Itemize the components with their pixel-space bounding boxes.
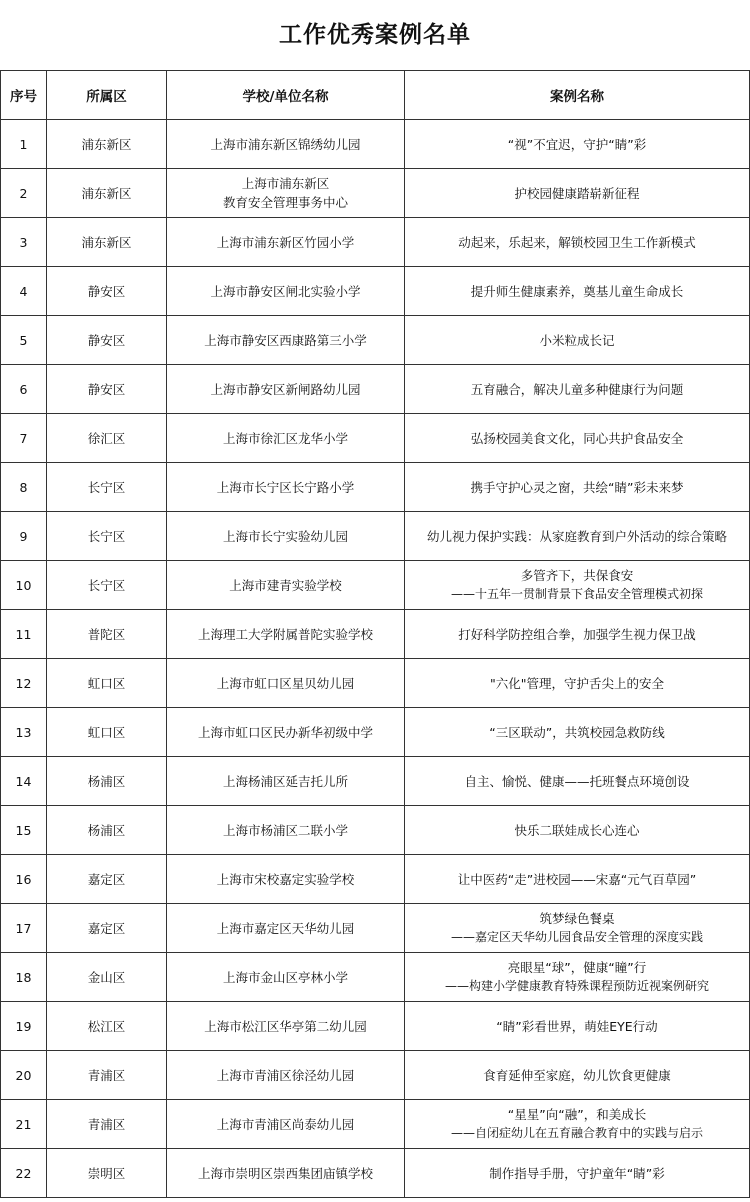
cell-school-line: 教育安全管理事务中心 (222, 195, 348, 210)
cell-case (405, 218, 750, 267)
cell-case-line: 护校园健康踏崭新征程 (514, 185, 640, 201)
cell-school-line: 上海市徐汇区龙华小学 (222, 430, 348, 446)
table-row (1, 855, 750, 904)
cell-school-line: 上海杨浦区延吉托儿所 (222, 773, 348, 789)
cell-school-line: 上海市杨浦区二联小学 (222, 822, 348, 838)
cell-case-line: 小米粒成长记 (539, 332, 615, 348)
cell-school (167, 463, 405, 512)
table-header (1, 71, 750, 120)
cell-case-line: “三区联动”，共筑校园急救防线 (489, 724, 665, 740)
cell-school (167, 365, 405, 414)
cell-case (405, 659, 750, 708)
cell-index: 6 (1, 365, 47, 414)
table-row (1, 953, 750, 1002)
table-row (1, 120, 750, 169)
cell-school (167, 757, 405, 806)
table-row (1, 708, 750, 757)
table-row (1, 316, 750, 365)
cell-case-line: 弘扬校园美食文化，同心共护食品安全 (470, 430, 684, 446)
cell-school-line: 上海市宋校嘉定实验学校 (216, 871, 355, 887)
cell-index: 8 (1, 463, 47, 512)
table-row (1, 610, 750, 659)
cell-school-line: 上海市浦东新区竹园小学 (216, 234, 355, 250)
cell-district: 杨浦区 (47, 757, 167, 806)
cell-district: 浦东新区 (47, 169, 167, 218)
cell-school (167, 1149, 405, 1198)
cell-school-line: 上海市崇明区崇西集团庙镇学校 (197, 1165, 373, 1181)
cell-case-line: "六化"管理，守护舌尖上的安全 (490, 675, 664, 691)
cell-district: 青浦区 (47, 1051, 167, 1100)
cell-school-line: 上海市金山区亭林小学 (222, 969, 348, 985)
cell-case (405, 316, 750, 365)
cell-case (405, 610, 750, 659)
cell-case (405, 463, 750, 512)
header-school: 学校/单位名称 (167, 71, 405, 120)
cell-school-line: 上海市浦东新区 (241, 176, 330, 191)
cell-school-line: 上海市嘉定区天华幼儿园 (216, 920, 355, 936)
cell-case-line: “睛”彩看世界，萌娃EYE行动 (496, 1018, 658, 1034)
cell-index: 19 (1, 1002, 47, 1051)
case-list-table (0, 70, 750, 1198)
cell-case-line: ——嘉定区天华幼儿园食品安全管理的深度实践 (450, 930, 703, 944)
cell-district: 杨浦区 (47, 806, 167, 855)
cell-case-line: ——构建小学健康教育特殊课程预防近视案例研究 (444, 979, 709, 993)
table-row (1, 561, 750, 610)
cell-district: 青浦区 (47, 1100, 167, 1149)
cell-index: 3 (1, 218, 47, 267)
cell-case-line: 携手守护心灵之窗，共绘“睛”彩未来梦 (470, 479, 684, 495)
cell-district: 静安区 (47, 267, 167, 316)
cell-school (167, 316, 405, 365)
cell-district: 嘉定区 (47, 904, 167, 953)
cell-school (167, 1002, 405, 1051)
cell-case-line: ——十五年一贯制背景下食品安全管理模式初探 (450, 587, 703, 601)
table-row (1, 218, 750, 267)
cell-index: 21 (1, 1100, 47, 1149)
cell-index: 4 (1, 267, 47, 316)
cell-school (167, 806, 405, 855)
table-row (1, 365, 750, 414)
cell-school-line: 上海市虹口区星贝幼儿园 (216, 675, 355, 691)
cell-district: 长宁区 (47, 512, 167, 561)
cell-case-line: 多管齐下，共保食安 (520, 568, 634, 583)
cell-school (167, 855, 405, 904)
cell-index: 20 (1, 1051, 47, 1100)
cell-school (167, 1100, 405, 1149)
cell-school (167, 1051, 405, 1100)
cell-index: 1 (1, 120, 47, 169)
cell-index: 12 (1, 659, 47, 708)
table-row (1, 463, 750, 512)
cell-case-line: 自主、愉悦、健康——托班餐点环境创设 (464, 773, 690, 789)
cell-index: 16 (1, 855, 47, 904)
table-row (1, 267, 750, 316)
cell-case (405, 267, 750, 316)
cell-index: 10 (1, 561, 47, 610)
table-row (1, 169, 750, 218)
table-row (1, 1149, 750, 1198)
cell-case (405, 169, 750, 218)
cell-case (405, 757, 750, 806)
cell-case (405, 708, 750, 757)
table-row (1, 806, 750, 855)
header-index: 序号 (1, 71, 47, 120)
cell-index: 9 (1, 512, 47, 561)
cell-case (405, 1100, 750, 1149)
table-row (1, 512, 750, 561)
cell-school-line: 上海市建青实验学校 (229, 577, 342, 593)
cell-school-line: 上海市静安区西康路第三小学 (204, 332, 367, 348)
table-row (1, 757, 750, 806)
cell-case-line: “视”不宜迟，守护“睛”彩 (507, 136, 647, 152)
cell-case-line: 打好科学防控组合拳，加强学生视力保卫战 (458, 626, 696, 642)
cell-index: 11 (1, 610, 47, 659)
cell-school-line: 上海市长宁实验幼儿园 (222, 528, 348, 544)
cell-index: 18 (1, 953, 47, 1002)
cell-district: 静安区 (47, 365, 167, 414)
cell-district: 金山区 (47, 953, 167, 1002)
cell-school-line: 上海市长宁区长宁路小学 (216, 479, 355, 495)
cell-school (167, 708, 405, 757)
cell-school-line: 上海市静安区闸北实验小学 (210, 283, 361, 299)
cell-case-line: 五育融合，解决儿童多种健康行为问题 (470, 381, 684, 397)
cell-case (405, 414, 750, 463)
cell-case-line: 食育延伸至家庭，幼儿饮食更健康 (483, 1067, 671, 1083)
cell-case (405, 1149, 750, 1198)
table-body (1, 120, 750, 1198)
cell-school-line: 上海市浦东新区锦绣幼儿园 (210, 136, 361, 152)
cell-case (405, 904, 750, 953)
cell-district: 浦东新区 (47, 218, 167, 267)
cell-case-line: 幼儿视力保护实践：从家庭教育到户外活动的综合策略 (426, 528, 727, 544)
cell-school (167, 120, 405, 169)
cell-index: 14 (1, 757, 47, 806)
cell-case-line: 提升师生健康素养，奠基儿童生命成长 (470, 283, 684, 299)
cell-case (405, 806, 750, 855)
cell-case (405, 855, 750, 904)
cell-district: 嘉定区 (47, 855, 167, 904)
cell-school-line: 上海市青浦区尚泰幼儿园 (216, 1116, 355, 1132)
cell-case-line: ——自闭症幼儿在五育融合教育中的实践与启示 (450, 1126, 703, 1140)
table-row (1, 1051, 750, 1100)
cell-case-line: “星星”向“融”，和美成长 (507, 1107, 647, 1122)
cell-district: 长宁区 (47, 463, 167, 512)
cell-school (167, 561, 405, 610)
cell-district: 虹口区 (47, 708, 167, 757)
cell-district: 长宁区 (47, 561, 167, 610)
table-row (1, 414, 750, 463)
cell-district: 徐汇区 (47, 414, 167, 463)
cell-school-line: 上海市青浦区徐泾幼儿园 (216, 1067, 355, 1083)
cell-case (405, 512, 750, 561)
cell-district: 普陀区 (47, 610, 167, 659)
header-case: 案例名称 (405, 71, 750, 120)
table-row (1, 1002, 750, 1051)
cell-index: 13 (1, 708, 47, 757)
cell-case (405, 1051, 750, 1100)
cell-school-line: 上海市静安区新闸路幼儿园 (210, 381, 361, 397)
cell-school (167, 904, 405, 953)
table-row (1, 659, 750, 708)
cell-index: 2 (1, 169, 47, 218)
cell-school-line: 上海市虹口区民办新华初级中学 (197, 724, 373, 740)
cell-school-line: 上海理工大学附属普陀实验学校 (197, 626, 373, 642)
header-row (1, 71, 750, 120)
cell-index: 17 (1, 904, 47, 953)
cell-school (167, 659, 405, 708)
header-district: 所属区 (47, 71, 167, 120)
cell-school (167, 218, 405, 267)
cell-index: 7 (1, 414, 47, 463)
cell-case-line: 让中医药“走”进校园——宋嘉“元气百草园” (457, 871, 697, 887)
cell-district: 虹口区 (47, 659, 167, 708)
cell-case (405, 953, 750, 1002)
table-row (1, 904, 750, 953)
cell-case (405, 1002, 750, 1051)
cell-district: 松江区 (47, 1002, 167, 1051)
cell-district: 浦东新区 (47, 120, 167, 169)
cell-district: 静安区 (47, 316, 167, 365)
cell-case (405, 561, 750, 610)
page-title: 工作优秀案例名单 (279, 22, 471, 48)
table-row (1, 1100, 750, 1149)
cell-index: 22 (1, 1149, 47, 1198)
cell-case-line: 快乐二联娃成长心连心 (514, 822, 640, 838)
cell-case (405, 120, 750, 169)
cell-school (167, 414, 405, 463)
cell-index: 5 (1, 316, 47, 365)
cell-index: 15 (1, 806, 47, 855)
cell-school (167, 169, 405, 218)
cell-school (167, 512, 405, 561)
cell-case-line: 动起来，乐起来，解锁校园卫生工作新模式 (458, 234, 696, 250)
cell-case-line: 筑梦绿色餐桌 (539, 911, 615, 926)
cell-school (167, 610, 405, 659)
cell-case (405, 365, 750, 414)
cell-school (167, 267, 405, 316)
cell-school (167, 953, 405, 1002)
cell-case-line: 制作指导手册，守护童年“睛”彩 (489, 1165, 665, 1181)
cell-district: 崇明区 (47, 1149, 167, 1198)
cell-case-line: 亮眼星“球”，健康“瞳”行 (507, 960, 647, 975)
cell-school-line: 上海市松江区华亭第二幼儿园 (204, 1018, 367, 1034)
